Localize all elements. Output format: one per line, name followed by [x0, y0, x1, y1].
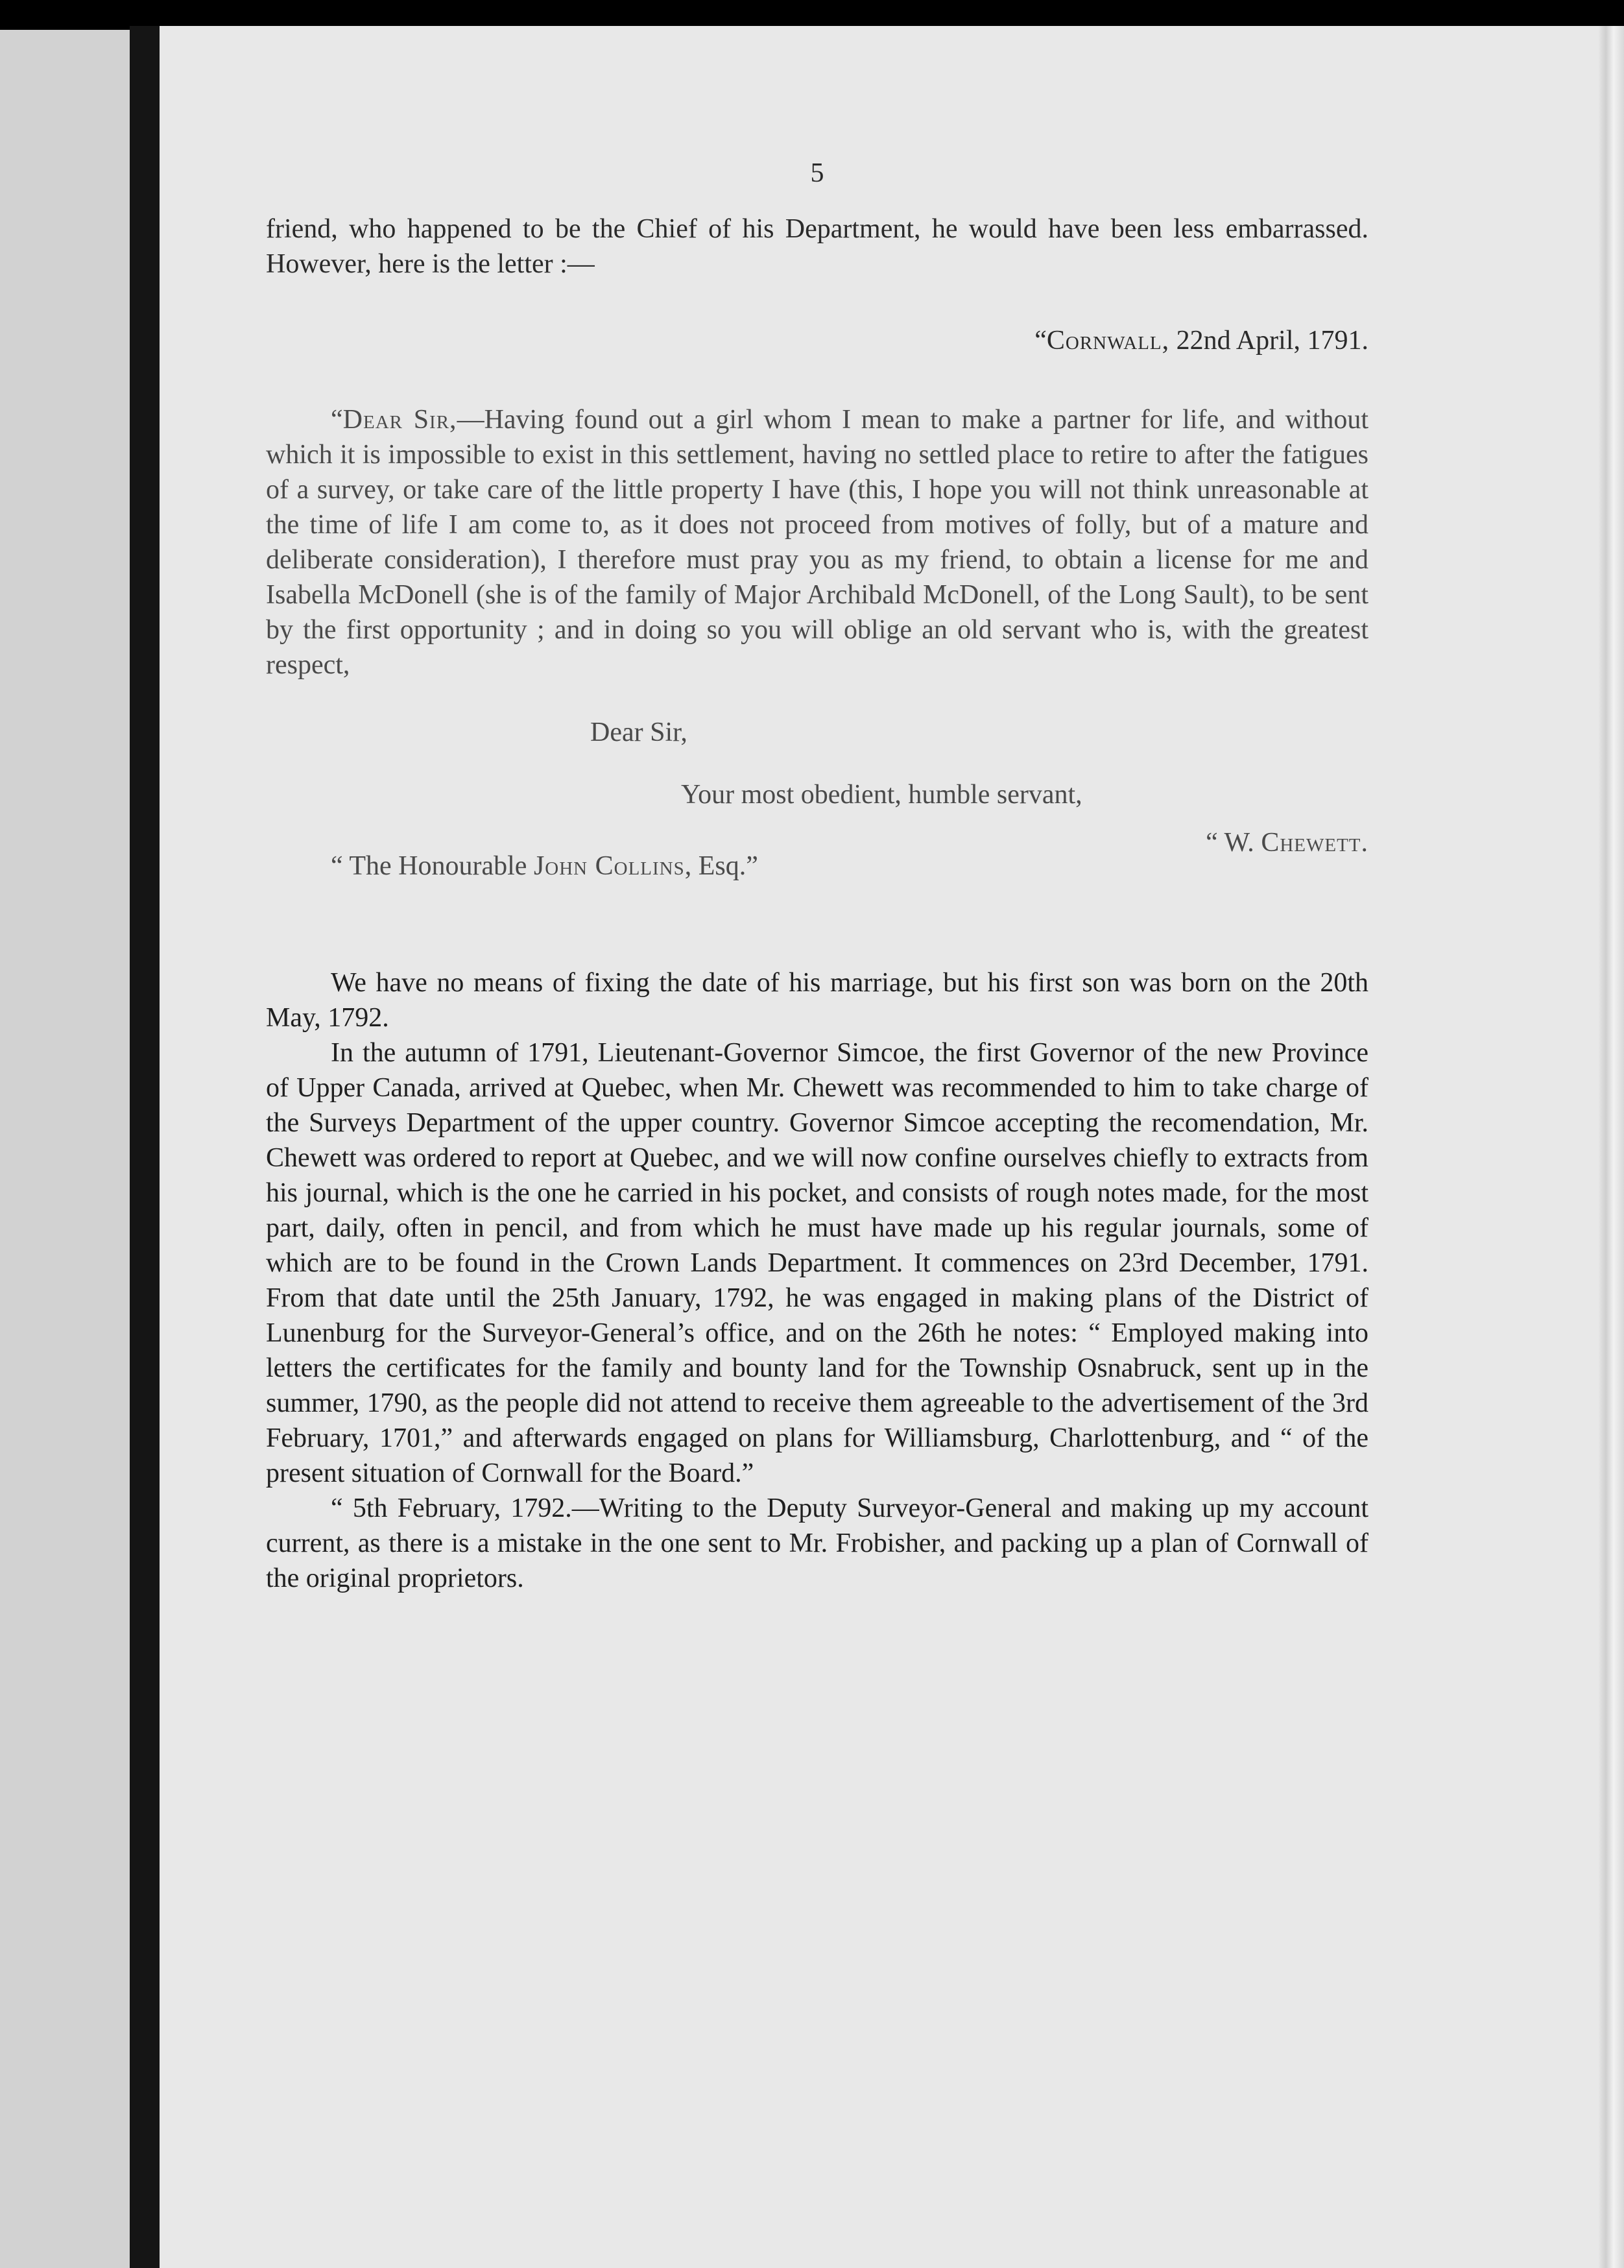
- signature-block: [266, 825, 1368, 903]
- addressee: [331, 849, 758, 884]
- journal-entry: “ 5th February, 1792.—Writing to the Deputy Surveyor-General and making up my account current, as there is a mistake in the one sent to Mr. Frobisher, and packing up a plan of Cornwall of the original proprietors.: [266, 1493, 1368, 1593]
- closing-salutation: Dear Sir,: [590, 718, 687, 747]
- closing-line: Your most obedient, humble servant,: [681, 780, 1082, 810]
- facing-page-edge: [0, 30, 130, 2268]
- narrative-paragraph: In the autumn of 1791, Lieutenant-Governor Simcoe, the first Governor of the new Province of Upper Canada, arrived at Quebec, when Mr. Chewett was recommended to him to take charge of the Surveys Department of the upper country. Governor Simcoe accepting the recomendation, Mr. Chewett was ordered to report at Quebec, and we will now confine ourselves chiefly to extracts from his journal, which is the one he carried in his pocket, and consists of rough notes made, for the most part, daily, often in pencil, and from which he must have made up his regular journals, some of which are to be found in the Crown Lands Department. It commences on 23rd December, 1791. From that date until the 25th January, 1792, he was engaged in making plans of the District of Lunenburg for the Surveyor-General’s office, and on the 26th he notes: “ Employed making into letters the certificates for the family and bounty land for the Township Osnabruck, sent up in the summer, 1790, as the people did not attend to receive them agreeable to the advertisement of the 3rd February, 1701,” and afterwards engaged on plans for Williamsburg, Charlottenburg, and “ of the present situation of Cornwall for the Board.”: [266, 1038, 1368, 1488]
- letter-text: —Having found out a girl whom I mean to make a partner for life, and without which it is impossible to exist in this settlement, having no settled place to retire to after the fatigues of a survey, or take care of the little property I have (this, I hope you will not think unreasonable at the time of life I am come to, as it does not proceed from motives of folly, but of a mature and deliberate consideration), I therefore must pray you as my friend, to obtain a license for me and Isabella McDonell (she is of the family of Major Archibald McDonell, of the Long Sault), to be sent by the first opportunity ; and in doing so you will oblige an old servant who is, with the greatest respect,: [266, 405, 1368, 680]
- page-number: 5: [810, 158, 824, 188]
- narrative-paragraph: We have no means of fixing the date of his marriage, but his first son was born on the 20th May, 1792.: [266, 968, 1368, 1033]
- addressee-name: John Collins: [533, 851, 685, 881]
- dateline-date: 22nd April, 1791.: [1169, 326, 1368, 356]
- salutation-quote: “: [331, 405, 343, 435]
- addressee-prefix: “ The Honourable: [331, 851, 534, 881]
- signature: [1206, 825, 1368, 860]
- addressee-suffix: , Esq.”: [684, 851, 758, 881]
- dateline-quote: “: [1034, 326, 1047, 356]
- narrative: [266, 965, 1368, 1596]
- letter-body: [266, 402, 1368, 682]
- page-edge: [1598, 26, 1624, 2268]
- page-content: [266, 156, 1368, 1596]
- letter-dateline: [266, 323, 1368, 358]
- dateline-place: Cornwall,: [1046, 326, 1170, 356]
- letter-salutation: Dear Sir,: [342, 405, 457, 435]
- signature-name: Chewett.: [1261, 828, 1368, 858]
- opening-paragraph: friend, who happened to be the Chief of his Department, he would have been less embarrassed. However, here is the letter :—: [266, 214, 1368, 279]
- signature-quote: “ W.: [1206, 828, 1261, 858]
- book-spine: [130, 26, 160, 2268]
